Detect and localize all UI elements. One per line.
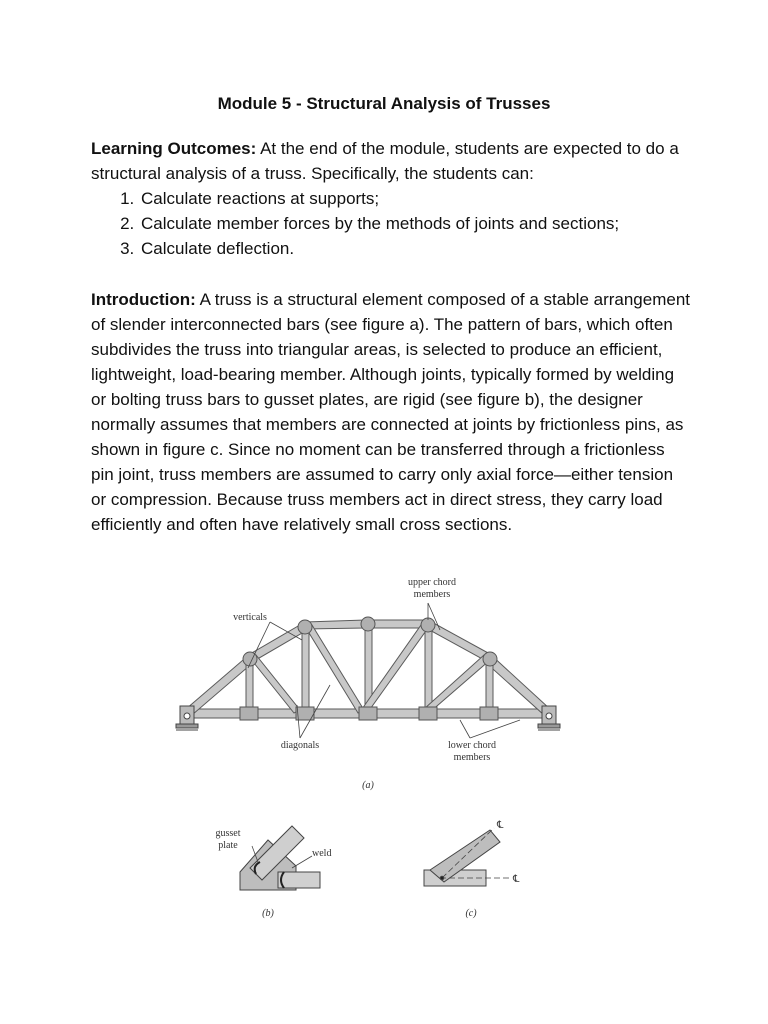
introduction-text: A truss is a structural element composed of a stable arrangement of slender interconnected bars (see figure a). The pattern of bars, which often subdivides the truss into triangular areas, is selected to produce an efficient, lightweight, load-bearing member. Although joints, typically formed by welding or bolting truss bars to gusset plates, are rigid (see figure b), the designer normally assumes that members are connected at joints by frictionless pins, as shown in figure c. Since no moment can be transferred through a frictionless pin joint, truss members are assumed to carry only axial force—either tension or compression. Because truss members act in direct stress, they carry load efficiently and often have relatively small cross sections. xyxy=(91,290,691,534)
learning-outcomes-intro: At the end of the module, students are expected to do a structural analysis of a truss. Specifically, the students can: xyxy=(91,139,679,183)
gusset-label-2: plate xyxy=(218,840,238,851)
verticals-label: verticals xyxy=(233,612,267,623)
upper-chord-label-2: members xyxy=(413,589,451,600)
introduction-label: Introduction: xyxy=(91,290,196,309)
centerline-right-label: ℄ xyxy=(513,874,520,885)
truss-figure-a xyxy=(186,620,550,718)
list-item: 2. Calculate member forces by the methods of joints and sections; xyxy=(139,211,739,236)
gusset-figure-b xyxy=(240,826,320,890)
lower-chord-label-2: members xyxy=(453,752,491,763)
pin-figure-c xyxy=(424,828,510,886)
upper-chord-label: upper chord xyxy=(407,577,457,588)
centerline-top-label: ℄ xyxy=(497,820,504,831)
weld-label: weld xyxy=(312,848,332,859)
figure-c-caption: (c) xyxy=(465,908,477,919)
figure-a-caption: (a) xyxy=(362,780,374,791)
figure-b-caption: (b) xyxy=(262,908,274,919)
page-title: Module 5 - Structural Analysis of Trusses xyxy=(217,94,551,113)
list-item: 1. Calculate reactions at supports; xyxy=(139,186,739,211)
list-item: 3. Calculate deflection. xyxy=(139,236,739,261)
learning-outcomes-label: Learning Outcomes: xyxy=(91,139,257,158)
gusset-label: gusset xyxy=(215,828,241,839)
diagonals-label: diagonals xyxy=(280,740,320,751)
lower-chord-label: lower chord xyxy=(447,740,497,751)
